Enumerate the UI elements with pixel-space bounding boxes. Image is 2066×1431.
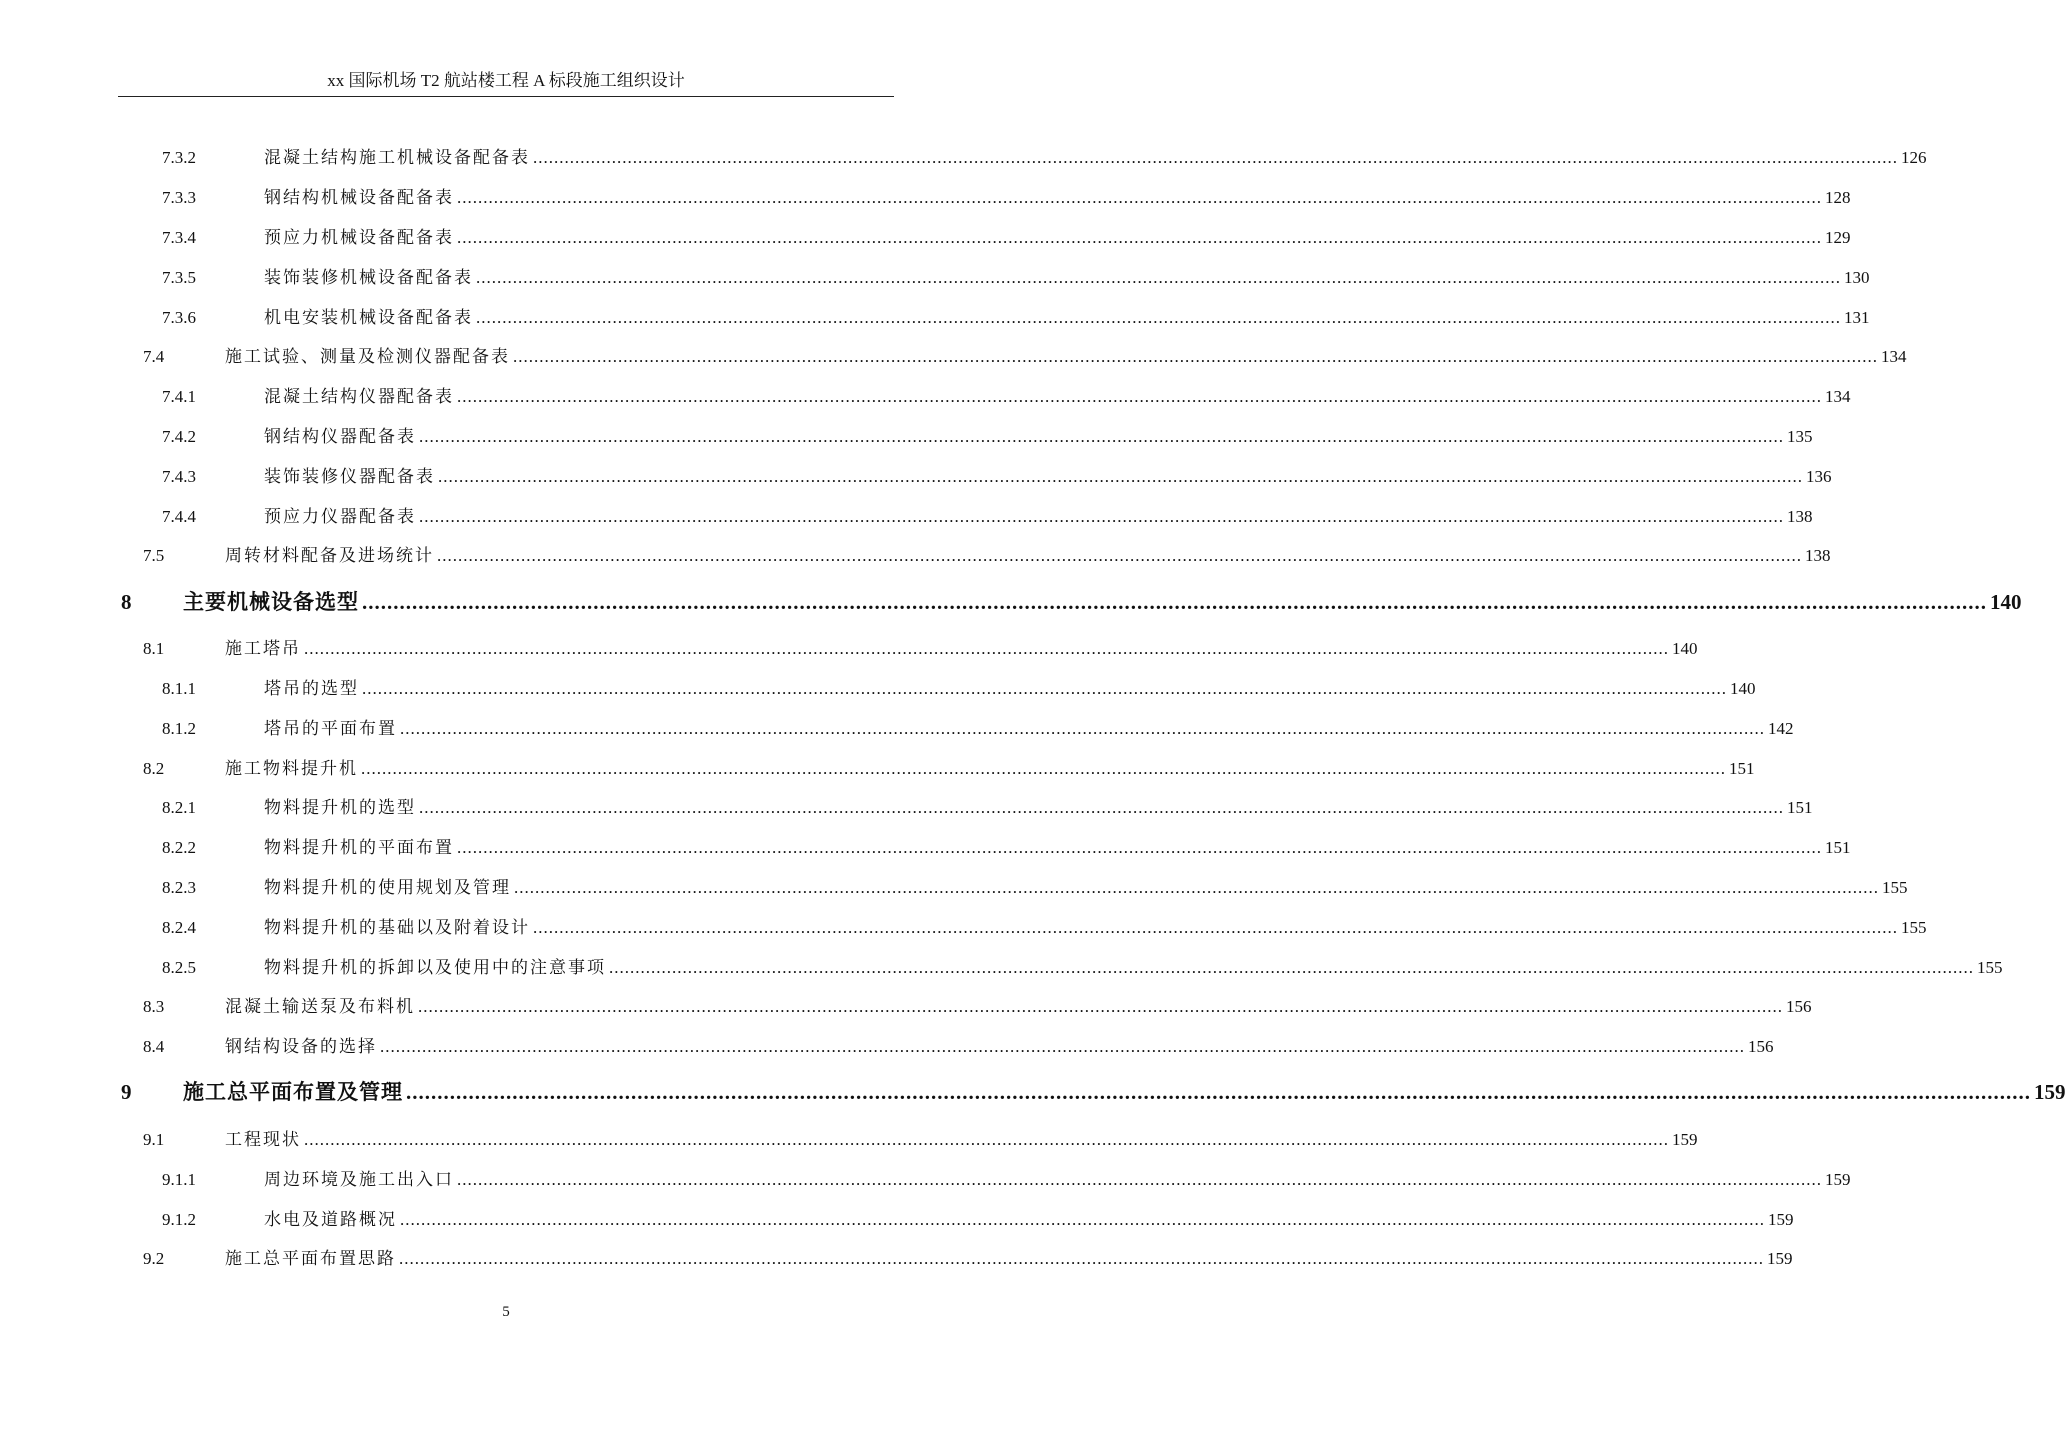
toc-entry-page: 151	[1825, 838, 1851, 857]
toc-entry-title: 装饰装修机械设备配备表	[264, 268, 473, 288]
toc-entry-number: 7.4.3	[162, 467, 196, 486]
toc-entry-title: 塔吊的选型	[264, 679, 359, 699]
toc-entry-number: 8.2.4	[162, 918, 196, 937]
toc-entry-page: 155	[1882, 878, 1908, 897]
toc-dot-leader: ....................................................................................................................................................................................................................................................................	[457, 387, 1822, 406]
toc-entry-page: 156	[1748, 1037, 1774, 1056]
toc-entry-page: 159	[2034, 1080, 2066, 1104]
toc-entry-7-3-6[interactable]	[162, 303, 1870, 328]
toc-entry-page: 138	[1805, 546, 1831, 565]
toc-entry-page: 128	[1825, 188, 1851, 207]
toc-entry-title: 施工物料提升机	[225, 759, 358, 779]
toc-entry-page: 151	[1787, 798, 1813, 817]
toc-entry-8-2-2[interactable]	[162, 833, 1851, 858]
toc-entry-page: 131	[1844, 308, 1870, 327]
toc-dot-leader: ....................................................................................................................................................................................................................................................................	[419, 507, 1784, 526]
toc-entry-page: 159	[1825, 1170, 1851, 1189]
toc-dot-leader: ....................................................................................................................................................................................................................................................................	[513, 347, 1878, 366]
toc-entry-page: 159	[1768, 1210, 1794, 1229]
toc-entry-title: 周转材料配备及进场统计	[225, 546, 434, 566]
toc-dot-leader: ....................................................................................................................................................................................................................................................................	[362, 590, 1987, 614]
toc-entry-page: 155	[1901, 918, 1927, 937]
toc-entry-number: 7.4.1	[162, 387, 196, 406]
toc-entry-title: 物料提升机的平面布置	[264, 838, 454, 858]
toc-entry-number: 7.5	[143, 546, 165, 565]
toc-entry-number: 8.2	[143, 759, 165, 778]
toc-entry-title: 钢结构仪器配备表	[264, 427, 416, 447]
toc-dot-leader: ....................................................................................................................................................................................................................................................................	[437, 546, 1802, 565]
toc-entry-title: 机电安装机械设备配备表	[264, 308, 473, 328]
toc-dot-leader: ....................................................................................................................................................................................................................................................................	[304, 639, 1669, 658]
toc-entry-7-4[interactable]	[143, 342, 1907, 367]
toc-entry-number: 9.2	[143, 1249, 165, 1268]
toc-entry-title: 物料提升机的选型	[264, 798, 416, 818]
toc-entry-title: 施工总平面布置及管理	[183, 1079, 403, 1104]
toc-dot-leader: ....................................................................................................................................................................................................................................................................	[418, 997, 1783, 1016]
toc-entry-number: 8.3	[143, 997, 165, 1016]
toc-entry-number: 8.1.1	[162, 679, 196, 698]
toc-entry-title: 周边环境及施工出入口	[264, 1170, 454, 1190]
toc-dot-leader: ....................................................................................................................................................................................................................................................................	[514, 878, 1879, 897]
toc-entry-8-1-2[interactable]	[162, 714, 1794, 739]
toc-entry-number: 7.4.4	[162, 507, 196, 526]
toc-entry-page: 135	[1787, 427, 1813, 446]
toc-entry-7-4-4[interactable]	[162, 502, 1813, 527]
toc-entry-title: 物料提升机的拆卸以及使用中的注意事项	[264, 958, 606, 978]
toc-dot-leader: ....................................................................................................................................................................................................................................................................	[476, 308, 1841, 327]
toc-entry-title: 工程现状	[225, 1130, 301, 1150]
toc-dot-leader: ....................................................................................................................................................................................................................................................................	[609, 958, 1974, 977]
toc-dot-leader: ....................................................................................................................................................................................................................................................................	[419, 798, 1784, 817]
toc-entry-title: 施工塔吊	[225, 639, 301, 659]
toc-entry-title: 装饰装修仪器配备表	[264, 467, 435, 487]
toc-dot-leader: ....................................................................................................................................................................................................................................................................	[438, 467, 1803, 486]
toc-entry-page: 136	[1806, 467, 1832, 486]
toc-entry-7-3-4[interactable]	[162, 223, 1851, 248]
toc-entry-page: 156	[1786, 997, 1812, 1016]
toc-entry-number: 8.1.2	[162, 719, 196, 738]
toc-entry-title: 物料提升机的基础以及附着设计	[264, 918, 530, 938]
toc-dot-leader: ....................................................................................................................................................................................................................................................................	[419, 427, 1784, 446]
toc-entry-8-4[interactable]	[143, 1032, 1774, 1057]
toc-entry-number: 7.4.2	[162, 427, 196, 446]
toc-entry-number: 8.4	[143, 1037, 165, 1056]
toc-entry-title: 混凝土输送泵及布料机	[225, 997, 415, 1017]
toc-entry-title: 预应力机械设备配备表	[264, 228, 454, 248]
toc-entry-8-2-3[interactable]	[162, 873, 1908, 898]
toc-entry-page: 130	[1844, 268, 1870, 287]
toc-entry-8-3[interactable]	[143, 992, 1812, 1017]
toc-entry-page: 140	[1672, 639, 1698, 658]
toc-entry-page: 159	[1672, 1130, 1698, 1149]
toc-entry-9-1-1[interactable]	[162, 1165, 1851, 1190]
toc-entry-9-1-2[interactable]	[162, 1205, 1794, 1230]
toc-entry-page: 129	[1825, 228, 1851, 247]
toc-entry-7-4-1[interactable]	[162, 382, 1851, 407]
toc-dot-leader: ....................................................................................................................................................................................................................................................................	[399, 1249, 1764, 1268]
toc-entry-title: 钢结构设备的选择	[225, 1037, 377, 1057]
toc-entry-title: 施工总平面布置思路	[225, 1249, 396, 1269]
toc-dot-leader: ....................................................................................................................................................................................................................................................................	[362, 679, 1727, 698]
page-header	[118, 66, 894, 97]
toc-entry-number: 7.3.2	[162, 148, 196, 167]
toc-entry-number: 9.1	[143, 1130, 165, 1149]
toc-entry-9-2[interactable]	[143, 1244, 1793, 1269]
toc-entry-page: 151	[1729, 759, 1755, 778]
toc-entry-8-2-1[interactable]	[162, 793, 1813, 818]
toc-dot-leader: ....................................................................................................................................................................................................................................................................	[457, 1170, 1822, 1189]
toc-entry-9-1[interactable]	[143, 1125, 1698, 1150]
toc-entry-number: 7.3.6	[162, 308, 196, 327]
toc-entry-number: 9	[121, 1080, 132, 1104]
toc-dot-leader: ....................................................................................................................................................................................................................................................................	[533, 148, 1898, 167]
toc-entry-page: 159	[1767, 1249, 1793, 1268]
toc-entry-7-3-2[interactable]	[162, 143, 1927, 168]
toc-entry-page: 126	[1901, 148, 1927, 167]
toc-dot-leader: ....................................................................................................................................................................................................................................................................	[406, 1080, 2031, 1104]
toc-entry-page: 134	[1825, 387, 1851, 406]
toc-dot-leader: ....................................................................................................................................................................................................................................................................	[457, 188, 1822, 207]
toc-dot-leader: ....................................................................................................................................................................................................................................................................	[533, 918, 1898, 937]
toc-entry-number: 8	[121, 590, 132, 614]
toc-entry-number: 8.2.5	[162, 958, 196, 977]
page-number: 5	[502, 1304, 510, 1320]
toc-dot-leader: ....................................................................................................................................................................................................................................................................	[304, 1130, 1669, 1149]
toc-entry-number: 7.3.5	[162, 268, 196, 287]
toc-entry-title: 钢结构机械设备配备表	[264, 188, 454, 208]
toc-dot-leader: ....................................................................................................................................................................................................................................................................	[400, 1210, 1765, 1229]
toc-entry-number: 7.3.4	[162, 228, 196, 247]
toc-entry-8-2-5[interactable]	[162, 953, 2003, 978]
toc-entry-7-5[interactable]	[143, 541, 1831, 566]
toc-entry-page: 138	[1787, 507, 1813, 526]
toc-entry-number: 8.2.1	[162, 798, 196, 817]
toc-entry-9[interactable]	[121, 1076, 2066, 1106]
toc-dot-leader: ....................................................................................................................................................................................................................................................................	[457, 228, 1822, 247]
toc-entry-page: 140	[1730, 679, 1756, 698]
toc-entry-title: 施工试验、测量及检测仪器配备表	[225, 347, 510, 367]
toc-entry-number: 9.1.1	[162, 1170, 196, 1189]
toc-entry-page: 140	[1990, 590, 2022, 614]
toc-entry-8-1[interactable]	[143, 634, 1698, 659]
toc-entry-page: 155	[1977, 958, 2003, 977]
toc-entry-title: 水电及道路概况	[264, 1210, 397, 1230]
toc-entry-page: 142	[1768, 719, 1794, 738]
toc-entry-8-2[interactable]	[143, 754, 1755, 779]
toc-entry-7-3-3[interactable]	[162, 183, 1851, 208]
toc-entry-8-2-4[interactable]	[162, 913, 1927, 938]
toc-dot-leader: ....................................................................................................................................................................................................................................................................	[400, 719, 1765, 738]
toc-entry-number: 7.3.3	[162, 188, 196, 207]
toc-entry-number: 8.2.3	[162, 878, 196, 897]
toc-dot-leader: ....................................................................................................................................................................................................................................................................	[380, 1037, 1745, 1056]
toc-entry-title: 物料提升机的使用规划及管理	[264, 878, 511, 898]
toc-entry-title: 塔吊的平面布置	[264, 719, 397, 739]
document-title: xx 国际机场 T2 航站楼工程 A 标段施工组织设计	[327, 71, 685, 90]
toc-entry-title: 主要机械设备选型	[183, 589, 359, 614]
toc-entry-number: 7.4	[143, 347, 165, 366]
toc-entry-number: 9.1.2	[162, 1210, 196, 1229]
toc-entry-8-1-1[interactable]	[162, 674, 1756, 699]
toc-dot-leader: ....................................................................................................................................................................................................................................................................	[457, 838, 1822, 857]
toc-entry-page: 134	[1881, 347, 1907, 366]
toc-entry-7-4-3[interactable]	[162, 462, 1832, 487]
toc-entry-number: 8.1	[143, 639, 165, 658]
toc-entry-8[interactable]	[121, 586, 2022, 616]
toc-dot-leader: ....................................................................................................................................................................................................................................................................	[361, 759, 1726, 778]
toc-dot-leader: ....................................................................................................................................................................................................................................................................	[476, 268, 1841, 287]
toc-entry-title: 预应力仪器配备表	[264, 507, 416, 527]
toc-entry-title: 混凝土结构施工机械设备配备表	[264, 148, 530, 168]
toc-entry-number: 8.2.2	[162, 838, 196, 857]
toc-entry-7-3-5[interactable]	[162, 263, 1870, 288]
toc-entry-title: 混凝土结构仪器配备表	[264, 387, 454, 407]
toc-entry-7-4-2[interactable]	[162, 422, 1813, 447]
